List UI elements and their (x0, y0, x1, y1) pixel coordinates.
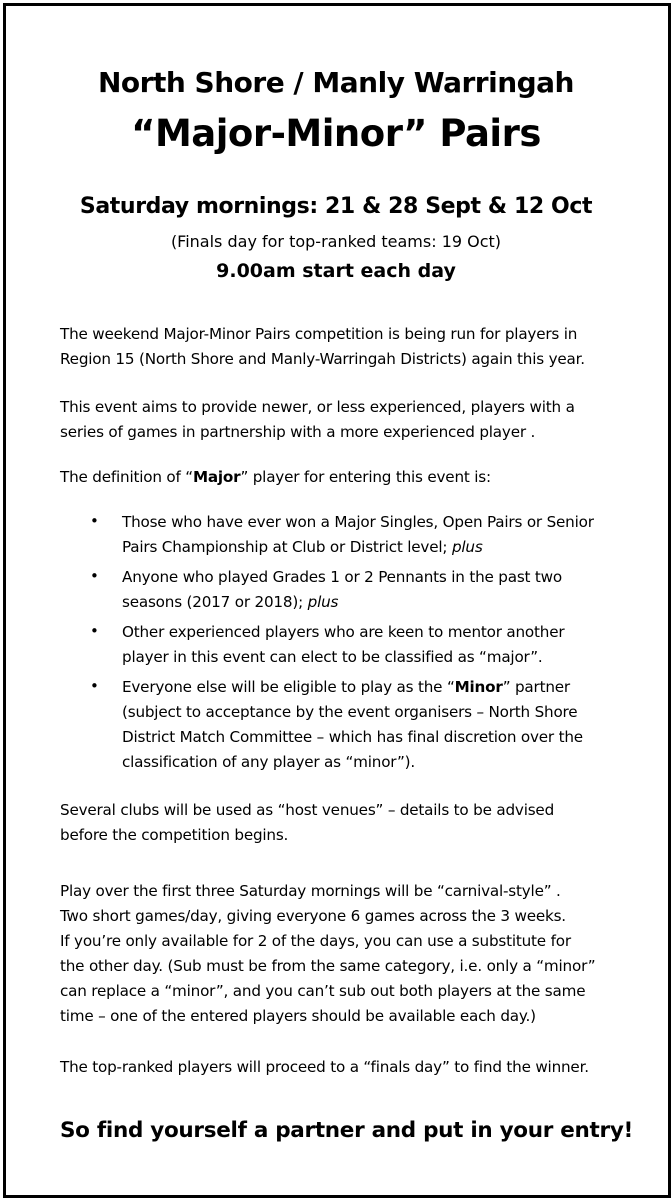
finals-note: (Finals day for top-ranked teams: 19 Oct) (170, 232, 502, 251)
intro-paragraph-2 (60, 395, 650, 445)
text-line: Those who have ever won a Major Singles, Open Pairs or Senior (122, 513, 594, 531)
text-fragment: Pairs Championship at Club or District level; (122, 538, 452, 556)
text-line: Two short games/day, giving everyone 6 games across the 3 weeks. (60, 907, 566, 925)
bullet-icon: • (90, 567, 99, 585)
text-fragment: Everyone else will be eligible to play as the “ (122, 678, 455, 696)
text-fragment: ” player for entering this event is: (240, 468, 491, 486)
title-region: North Shore / Manly Warringah (98, 66, 574, 99)
event-dates: Saturday mornings: 21 & 28 Sept & 12 Oct (79, 194, 593, 219)
text-line: The weekend Major-Minor Pairs competition is being run for players in (60, 325, 578, 343)
bullet-item-4 (122, 675, 652, 775)
format-paragraph (60, 879, 650, 1029)
text-line (122, 590, 652, 615)
major-keyword: Major (192, 468, 241, 486)
text-line: player in this event can elect to be classified as “major”. (122, 648, 543, 666)
text-line: This event aims to provide newer, or less experienced, players with a (60, 398, 575, 416)
start-time: 9.00am start each day (216, 260, 456, 282)
bullet-icon: • (90, 677, 99, 695)
text-line: time – one of the entered players should be available each day.) (60, 1007, 536, 1025)
intro-paragraph-1 (60, 322, 650, 372)
text-line: can replace a “minor”, and you can’t sub out both players at the same (60, 982, 586, 1000)
text-line: classification of any player as “minor”). (122, 753, 415, 771)
text-line: Play over the first three Saturday mornings will be “carnival-style” . (60, 882, 561, 900)
text-line: District Match Committee – which has final discretion over the (122, 728, 583, 746)
text-line: before the competition begins. (60, 826, 289, 844)
text-line: the other day. (Sub must be from the same category, i.e. only a “minor” (60, 957, 596, 975)
title-event: “Major-Minor” Pairs (131, 112, 541, 155)
plus-italic: plus (307, 593, 339, 611)
major-definition (60, 465, 650, 490)
text-line: If you’re only available for 2 of the days, you can use a substitute for (60, 932, 571, 950)
text-line (122, 535, 652, 560)
text-line: Region 15 (North Shore and Manly-Warringah Districts) again this year. (60, 350, 585, 368)
bullet-item-1 (122, 510, 652, 560)
bullet-icon: • (90, 512, 99, 530)
bullet-item-2 (122, 565, 652, 615)
text-fragment: The definition of “ (60, 468, 193, 486)
finals-paragraph (60, 1055, 650, 1080)
plus-italic: plus (451, 538, 483, 556)
text-line (122, 675, 652, 700)
text-line: series of games in partnership with a more experienced player . (60, 423, 536, 441)
closing-call-to-action: So find yourself a partner and put in your entry! (60, 1118, 634, 1143)
bullet-item-3 (122, 620, 652, 670)
text-fragment: ” partner (502, 678, 570, 696)
text-line: Anyone who played Grades 1 or 2 Pennants in the past two (122, 568, 562, 586)
venues-paragraph (60, 798, 650, 848)
text-line: Other experienced players who are keen to mentor another (122, 623, 565, 641)
text-line: Several clubs will be used as “host venues” – details to be advised (60, 801, 555, 819)
text-line: (subject to acceptance by the event organisers – North Shore (122, 703, 578, 721)
text-fragment: seasons (2017 or 2018); (122, 593, 308, 611)
minor-keyword: Minor (454, 678, 503, 696)
text-line: The top-ranked players will proceed to a “finals day” to find the winner. (60, 1058, 589, 1076)
bullet-icon: • (90, 622, 99, 640)
